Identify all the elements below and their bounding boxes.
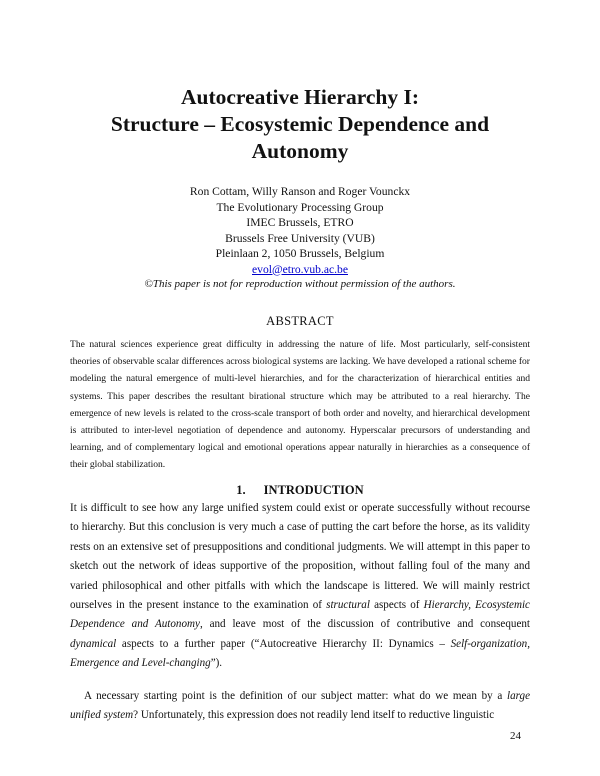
title-line-2: Structure – Ecosystemic Dependence and	[110, 112, 490, 136]
emph-hierarchy-title: Hierarchy, Ecosystemic Dependence and Autonomy	[70, 599, 530, 631]
author-university: Brussels Free University (VUB)	[225, 231, 375, 245]
section-number: 1.	[236, 483, 246, 497]
abstract-heading: ABSTRACT	[266, 314, 334, 328]
title-line-3: Autonomy	[251, 139, 349, 163]
intro-paragraph-2: A necessary starting point is the definition of our subject matter: what do we mean by a large unified system? Unfortunately, this expression does not readily lend itself to reductive linguistic	[70, 690, 530, 722]
emph-large-unified-system: large unified system	[70, 690, 530, 722]
title-line-1: Autocreative Hierarchy I:	[180, 85, 420, 109]
emph-structural: structural	[326, 599, 370, 612]
paper-title	[60, 84, 540, 165]
section-title: INTRODUCTION	[263, 483, 364, 497]
author-names: Ron Cottam, Willy Ranson and Roger Vounckx	[189, 185, 411, 198]
emph-dynamical: dynamical	[70, 637, 117, 650]
author-group: The Evolutionary Processing Group	[216, 200, 384, 214]
section-heading	[60, 483, 540, 498]
copyright-notice: ©This paper is not for reproduction without permission of the authors.	[144, 278, 456, 290]
author-email-link[interactable]: evol@etro.vub.ac.be	[252, 262, 348, 276]
intro-paragraph-1: It is difficult to see how any large unified system could exist or operate successfully without recourse to hierarchy. But this conclusion is very much a case of putting the cart before the horse, as its validity rests on an extensive set of presuppositions and conditional judgments. We will attempt in this paper to sketch out the network of ideas supportive of the proposition, without falling foul of the many and varied philosophical and other pitfalls with which the landscape is littered. We will mainly restrict ourselves in the present instance to the examination of structural aspects of Hierarchy, Ecosystemic Dependence and Autonomy, and leave most of the discussion of contributive and consequent dynamical aspects to a further paper (“Autocreative Hierarchy II: Dynamics – Self-organization, Emergence and Level-changing”).	[70, 502, 531, 670]
emph-self-organization: Self-organization, Emergence and Level-changing	[70, 637, 530, 670]
page-number: 24	[510, 730, 521, 742]
author-address: Pleinlaan 2, 1050 Brussels, Belgium	[215, 247, 385, 260]
author-block	[100, 184, 500, 277]
abstract-text: The natural sciences experience great difficulty in addressing the nature of life. Most particularly, self-consistent theories of observable scalar differences across biological systems are lacking. We have developed a rational scheme for modeling the natural emergence of multi-level hierarchies, and for the characterization of hierarchical entities and systems. This paper describes the resultant birational structure which may be attributed to a real hierarchy. The emergence of new levels is related to the cross-scale transport of both order and novelty, and hierarchical development is attributed to inter-level negotiation of dependence and autonomy. Hyperscalar precursors of understanding and learning, and of complementary logical and emotional operations appear naturally in hierarchies as a consequence of their global stabilization.	[70, 339, 530, 471]
author-lab: IMEC Brussels, ETRO	[246, 216, 354, 229]
